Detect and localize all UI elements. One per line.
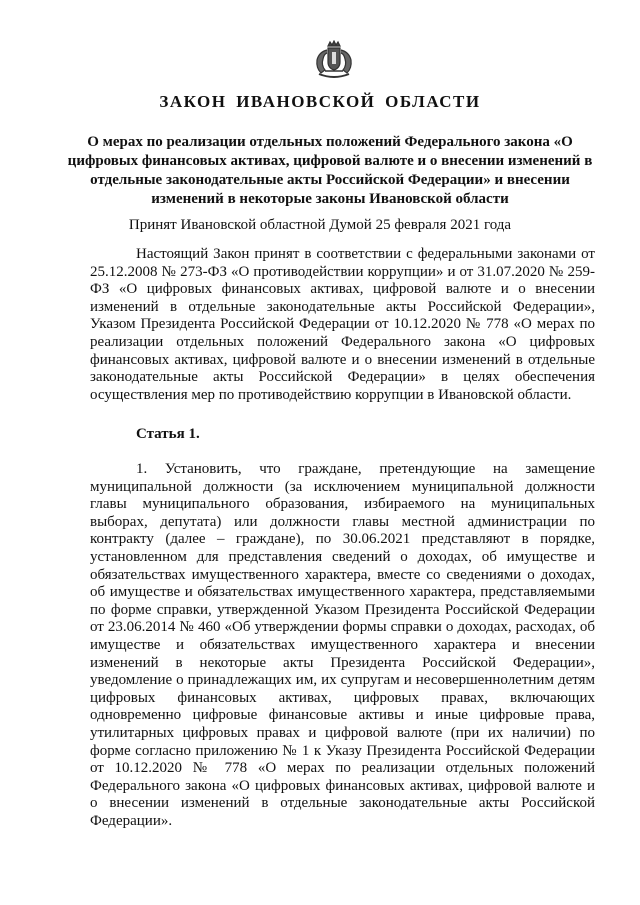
adoption-line: Принят Ивановской областной Думой 25 февраля 2021 года	[128, 217, 512, 233]
preamble-paragraph: Настоящий Закон принят в соответствии с федеральными законами от 25.12.2008 № 273-ФЗ «О противодействии коррупции» и от 31.07.2020 № 259-ФЗ «О цифровых финансовых активах, цифровой валюте и о внесении изменений в отдельные законодательные акты Российской Федерации», Указом Президента Российской Федерации от 10.12.2020 № 778 «О мерах по реализации отдельных положений Федерального закона «О цифровых финансовых активах, цифровой валюте и о внесении изменений в отдельные законодательные акты Российской Федерации» в целях обеспечения осуществления мер по противодействию коррупции в Ивановской области.	[90, 246, 595, 403]
article-1-item-1: 1. Установить, что граждане, претендующие на замещение муниципальной должности (за исключением муниципальной должности главы муниципального образования, избираемого на муниципальных выборах, депутата) или должности главы местной администрации по контракту (далее – граждане), по 30.06.2021 представляют в порядке, установленном для представления сведений о доходах, об имуществе и обязательствах имущественного характера, вместе со сведениями о доходах, об имуществе и обязательствах имущественного характера, представляемыми по форме справки, утвержденной Указом Президента Российской Федерации от 23.06.2014 № 460 «Об утверждении формы справки о доходах, расходах, об имуществе и обязательствах имущественного характера и внесении изменений в некоторые акты Президента Российской Федерации», уведомление о принадлежащих им, их супругам и несовершеннолетним детям цифровых финансовых активах, цифровых правах, включающих одновременно цифровые финансовые активы и иные цифровые права, утилитарных цифровых правах и цифровой валюте (при их наличии) по форме согласно приложению № 1 к Указу Президента Российской Федерации от 10.12.2020 № 778 «О мерах по реализации отдельных положений Федерального закона «О цифровых финансовых активах, цифровой валюте и о внесении изменений в отдельные законодательные акты Российской Федерации».	[90, 461, 595, 829]
article-heading: Статья 1.	[136, 426, 200, 442]
coat-of-arms-icon	[311, 40, 357, 80]
law-title: ЗАКОН ИВАНОВСКОЙ ОБЛАСТИ	[159, 92, 481, 111]
law-subtitle: О мерах по реализации отдельных положений Федерального закона «О цифровых финансовых активах, цифровой валюте и о внесении изменений в отдельные законодательные акты Российской Федерации» и внесении изменений в некоторые законы Ивановской области	[67, 134, 593, 207]
